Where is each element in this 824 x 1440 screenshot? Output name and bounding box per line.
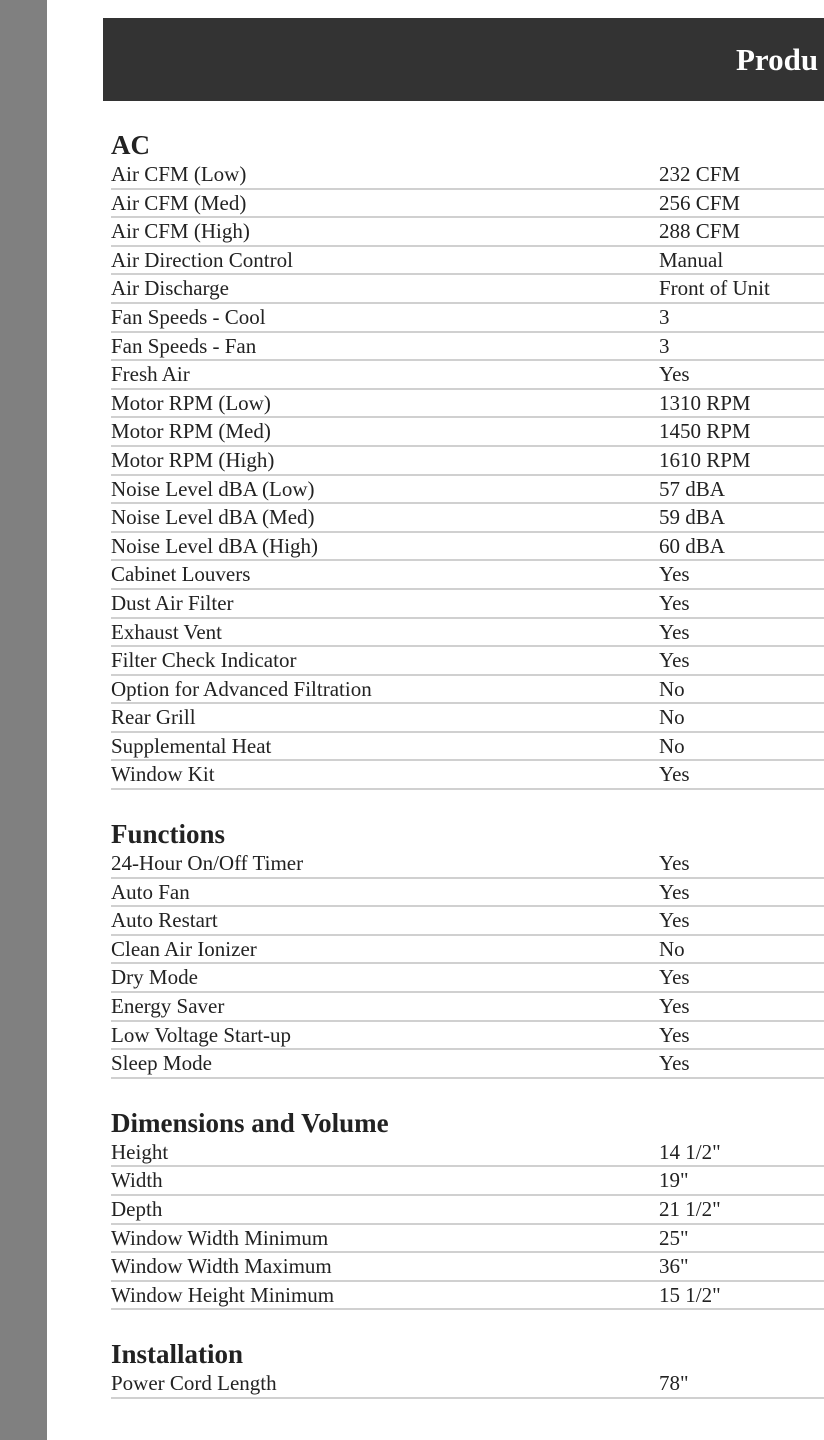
spec-row	[111, 190, 824, 219]
spec-label: Depth	[111, 1197, 163, 1221]
spec-row	[111, 619, 824, 648]
spec-row	[111, 964, 824, 993]
spec-row	[111, 704, 824, 733]
spec-value: Yes	[659, 879, 690, 904]
spec-row	[111, 476, 824, 505]
spec-label: Air Discharge	[111, 276, 229, 301]
section-spacer	[111, 790, 824, 819]
header-banner	[103, 18, 824, 101]
spec-value: 1450 RPM	[659, 419, 751, 444]
spec-value: Yes	[659, 994, 690, 1019]
spec-row	[111, 390, 824, 419]
spec-value: 36"	[659, 1254, 689, 1279]
spec-label: Dry Mode	[111, 965, 198, 990]
spec-value: No	[659, 705, 685, 730]
spec-label: Auto Fan	[111, 879, 190, 904]
spec-label: Air CFM (Low)	[111, 162, 247, 186]
spec-value: 78"	[659, 1371, 689, 1396]
spec-row	[111, 161, 824, 190]
spec-row	[111, 561, 824, 590]
spec-row	[111, 850, 824, 879]
spec-label: Auto Restart	[111, 908, 218, 933]
spec-row	[111, 275, 824, 304]
section-title: Installation	[111, 1339, 244, 1370]
spec-label: Motor RPM (Med)	[111, 419, 271, 444]
spec-value: Yes	[659, 1051, 690, 1076]
spec-row	[111, 1050, 824, 1079]
spec-row	[111, 333, 824, 362]
spec-row	[111, 1282, 824, 1311]
spec-section	[111, 1339, 824, 1399]
spec-label: Noise Level dBA (Low)	[111, 476, 315, 501]
spec-value: 59 dBA	[659, 505, 725, 530]
spec-row	[111, 1139, 824, 1168]
spec-row	[111, 1022, 824, 1051]
spec-value: No	[659, 676, 685, 701]
left-sidebar-strip	[0, 0, 47, 1440]
spec-label: Fan Speeds - Fan	[111, 333, 257, 358]
spec-row	[111, 1167, 824, 1196]
spec-row	[111, 304, 824, 333]
section-title: AC	[111, 130, 150, 160]
spec-label: Filter Check Indicator	[111, 648, 297, 673]
spec-value: 3	[659, 304, 670, 329]
spec-value: Yes	[659, 562, 690, 587]
spec-label: Low Voltage Start-up	[111, 1022, 292, 1047]
spec-value: 256 CFM	[659, 190, 741, 215]
spec-row	[111, 1370, 824, 1399]
spec-value: Yes	[659, 965, 690, 990]
spec-value: Front of Unit	[659, 276, 770, 301]
spec-value: 60 dBA	[659, 533, 725, 558]
spec-value: 57 dBA	[659, 476, 725, 501]
spec-row	[111, 907, 824, 936]
spec-row	[111, 504, 824, 533]
spec-value: Yes	[659, 590, 690, 615]
spec-label: Window Height Minimum	[111, 1282, 335, 1307]
spec-value: Yes	[659, 362, 690, 387]
spec-value: No	[659, 936, 685, 961]
spec-row	[111, 733, 824, 762]
spec-label: Clean Air Ionizer	[111, 936, 257, 961]
spec-section	[111, 819, 824, 1079]
section-title: Dimensions and Volume	[111, 1107, 389, 1138]
spec-row	[111, 247, 824, 276]
spec-row	[111, 647, 824, 676]
spec-row	[111, 676, 824, 705]
spec-label: Rear Grill	[111, 705, 196, 730]
spec-label: Height	[111, 1139, 169, 1164]
spec-row	[111, 1196, 824, 1225]
spec-label: Sleep Mode	[111, 1051, 212, 1076]
spec-label: Window Kit	[111, 762, 215, 787]
spec-row	[111, 590, 824, 619]
spec-label: Exhaust Vent	[111, 619, 223, 644]
spec-label: Energy Saver	[111, 994, 225, 1019]
section-title: Functions	[111, 819, 226, 850]
spec-label: Air CFM (Med)	[111, 190, 247, 215]
spec-value: 288 CFM	[659, 219, 741, 244]
spec-value: 232 CFM	[659, 162, 741, 186]
spec-value: 14 1/2"	[659, 1139, 721, 1164]
spec-label: Air CFM (High)	[111, 219, 250, 244]
section-spacer	[111, 1079, 824, 1108]
spec-row	[111, 761, 824, 790]
spec-label: Width	[111, 1168, 163, 1193]
spec-value: Yes	[659, 851, 690, 876]
spec-value: Yes	[659, 762, 690, 787]
spec-value: 1310 RPM	[659, 390, 751, 415]
spec-row	[111, 879, 824, 908]
spec-section	[111, 1108, 824, 1311]
spec-row	[111, 218, 824, 247]
spec-value: Yes	[659, 619, 690, 644]
spec-row	[111, 993, 824, 1022]
spec-value: No	[659, 733, 685, 758]
spec-label: Dust Air Filter	[111, 590, 234, 615]
spec-label: Option for Advanced Filtration	[111, 676, 372, 701]
spec-value: 1610 RPM	[659, 447, 751, 472]
spec-row	[111, 1253, 824, 1282]
spec-value: 25"	[659, 1225, 689, 1250]
spec-label: Air Direction Control	[111, 247, 293, 272]
spec-value: 15 1/2"	[659, 1282, 721, 1307]
spec-label: Window Width Minimum	[111, 1225, 329, 1250]
spec-label: Noise Level dBA (High)	[111, 533, 319, 558]
spec-row	[111, 447, 824, 476]
section-spacer	[111, 1310, 824, 1339]
spec-label: Motor RPM (High)	[111, 447, 275, 472]
spec-value: 21 1/2"	[659, 1197, 721, 1221]
spec-value: 19"	[659, 1168, 689, 1193]
page-title: Produ	[736, 42, 819, 77]
spec-value: Yes	[659, 648, 690, 673]
spec-value: Yes	[659, 908, 690, 933]
spec-label: Motor RPM (Low)	[111, 390, 271, 415]
spec-label: Fan Speeds - Cool	[111, 304, 266, 329]
spec-value: Manual	[659, 247, 724, 272]
spec-value: 3	[659, 333, 670, 358]
spec-label: Noise Level dBA (Med)	[111, 505, 315, 530]
spec-row	[111, 533, 824, 562]
spec-row	[111, 361, 824, 390]
spec-label: Window Width Maximum	[111, 1254, 332, 1279]
spec-label: Cabinet Louvers	[111, 562, 251, 587]
spec-label: Fresh Air	[111, 362, 190, 387]
spec-label: 24-Hour On/Off Timer	[111, 851, 304, 876]
spec-row	[111, 418, 824, 447]
spec-row	[111, 936, 824, 965]
spec-label: Power Cord Length	[111, 1371, 277, 1396]
spec-content	[111, 130, 824, 1399]
spec-section	[111, 130, 824, 790]
spec-value: Yes	[659, 1022, 690, 1047]
spec-label: Supplemental Heat	[111, 733, 272, 758]
spec-row	[111, 1225, 824, 1254]
